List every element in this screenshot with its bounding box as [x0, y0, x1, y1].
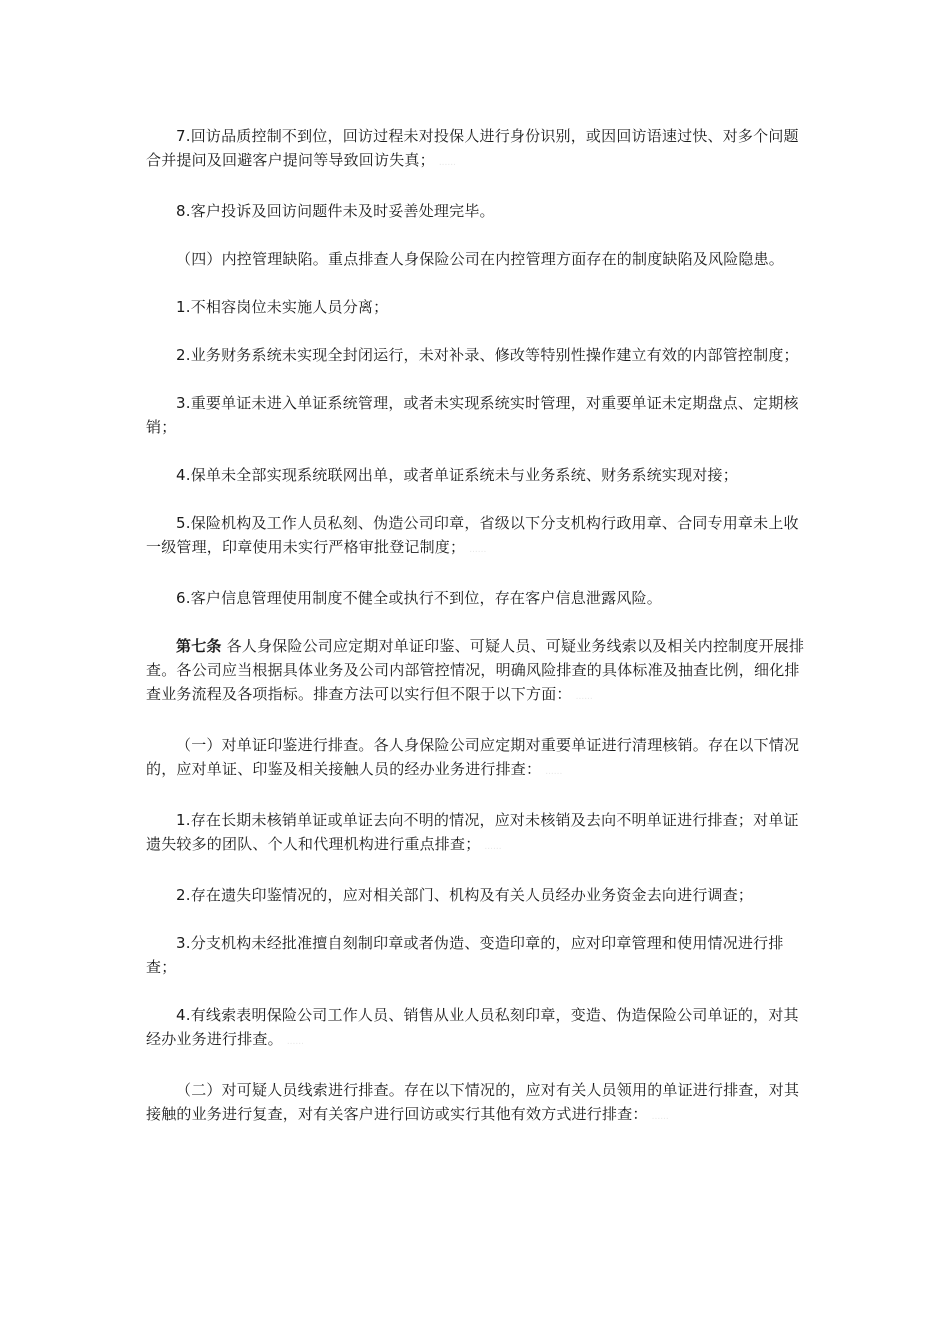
faint-mark: ...... — [286, 1037, 304, 1047]
section-internal-control — [146, 247, 810, 271]
paragraph-item-5 — [146, 511, 810, 562]
paragraph-item-3 — [146, 391, 810, 439]
paragraph-item-4b — [146, 1003, 810, 1054]
paragraph-text: （二）对可疑人员线索进行排查。存在以下情况的，应对有关人员领用的单证进行排查，对其接触的业务进行复查，对有关客户进行回访或实行其他有效方式进行排查： — [146, 1081, 800, 1123]
paragraph-text: 各人身保险公司应定期对单证印鉴、可疑人员、可疑业务线索以及相关内控制度开展排查。各公司应当根据具体业务及公司内部管控情况，明确风险排查的具体标准及抽查比例，细化排查业务流程及各项指标。排查方法可以实行但不限于以下方面： — [146, 637, 805, 703]
article-seven — [146, 634, 810, 709]
paragraph-text: 3.分支机构未经批准擅自刻制印章或者伪造、变造印章的，应对印章管理和使用情况进行排查； — [146, 934, 784, 976]
paragraph-text: 3.重要单证未进入单证系统管理，或者未实现系统实时管理，对重要单证未定期盘点、定期核销； — [146, 394, 799, 436]
paragraph-text: 1.不相容岗位未实施人员分离； — [176, 298, 389, 316]
paragraph-item-8 — [146, 199, 810, 223]
faint-mark: ...... — [438, 158, 456, 168]
paragraph-text: 4.保单未全部实现系统联网出单，或者单证系统未与业务系统、财务系统实现对接； — [176, 466, 738, 484]
paragraph-item-1b — [146, 808, 810, 859]
paragraph-text: 8.客户投诉及回访问题件未及时妥善处理完毕。 — [176, 202, 495, 220]
faint-mark: ...... — [484, 842, 502, 852]
faint-mark: ...... — [545, 767, 563, 777]
section-documents-seals — [146, 733, 810, 784]
article-heading: 第七条 — [176, 637, 222, 655]
paragraph-text: 2.存在遗失印鉴情况的，应对相关部门、机构及有关人员经办业务资金去向进行调查； — [176, 886, 754, 904]
paragraph-item-6 — [146, 586, 810, 610]
paragraph-item-3b — [146, 931, 810, 979]
section-suspicious-personnel — [146, 1078, 810, 1129]
paragraph-item-2 — [146, 343, 810, 367]
paragraph-text: （四）内控管理缺陷。重点排查人身保险公司在内控管理方面存在的制度缺陷及风险隐患。 — [176, 250, 785, 268]
faint-mark: ...... — [651, 1112, 669, 1122]
paragraph-text: 6.客户信息管理使用制度不健全或执行不到位，存在客户信息泄露风险。 — [176, 589, 662, 607]
paragraph-text: 4.有线索表明保险公司工作人员、销售从业人员私刻印章，变造、伪造保险公司单证的，对其经办业务进行排查。 — [146, 1006, 799, 1048]
paragraph-text: 2.业务财务系统未实现全封闭运行，未对补录、修改等特别性操作建立有效的内部管控制度； — [176, 346, 799, 364]
paragraph-item-7 — [146, 124, 810, 175]
paragraph-text: （一）对单证印鉴进行排查。各人身保险公司应定期对重要单证进行清理核销。存在以下情况的，应对单证、印鉴及相关接触人员的经办业务进行排查： — [146, 736, 800, 778]
faint-mark: ...... — [575, 692, 593, 702]
paragraph-item-4 — [146, 463, 810, 487]
paragraph-item-2b — [146, 883, 810, 907]
paragraph-item-1 — [146, 295, 810, 319]
paragraph-text: 1.存在长期未核销单证或单证去向不明的情况，应对未核销及去向不明单证进行排查；对单证遗失较多的团队、个人和代理机构进行重点排查； — [146, 811, 799, 853]
faint-mark: ...... — [469, 545, 487, 555]
paragraph-text: 5.保险机构及工作人员私刻、伪造公司印章，省级以下分支机构行政用章、合同专用章未上收一级管理，印章使用未实行严格审批登记制度； — [146, 514, 799, 556]
paragraph-text: 7.回访品质控制不到位，回访过程未对投保人进行身份识别，或因回访语速过快、对多个问题合并提问及回避客户提问等导致回访失真； — [146, 127, 799, 169]
